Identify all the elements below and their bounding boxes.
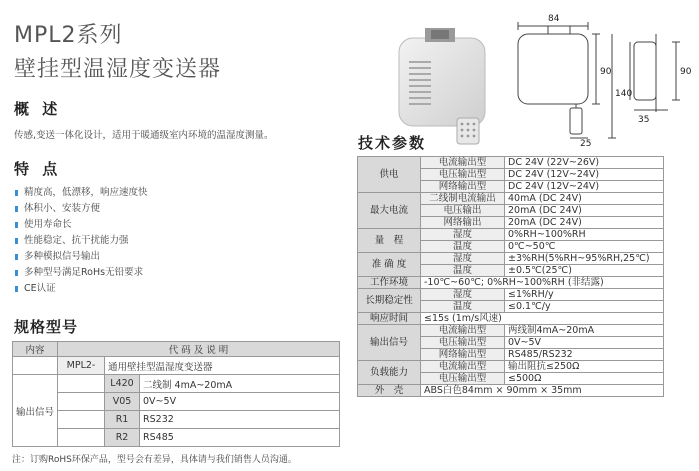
table-row <box>13 375 340 393</box>
model-header-code: 代 码 及 说 明 <box>58 342 340 357</box>
table-row <box>13 429 340 447</box>
model-table <box>12 341 340 447</box>
table-row: 外 壳 ABS白色84mm × 90mm × 35mm <box>358 385 664 397</box>
table-row: 响应时间 ≤15s (1m/s风速) <box>358 313 664 325</box>
spec-output: 输出信号 <box>358 325 421 361</box>
table-row: 温度 ±0.5℃(25℃) <box>358 265 664 277</box>
table-row: 电压输出型 0V~5V <box>358 337 664 349</box>
table-row: 电压输出型 ≤500Ω <box>358 373 664 385</box>
model-desc: RS485 <box>140 429 340 447</box>
spec-load: 负载能力 <box>358 361 421 385</box>
model-code: R2 <box>105 429 140 447</box>
table-row: 量 程 湿度 0%RH~100%RH <box>358 229 664 241</box>
feature-item: 多种模拟信号输出 <box>14 249 148 265</box>
feature-item: 多种型号满足RoHs无铅要求 <box>14 265 148 281</box>
table-row: 网络输出型 DC 24V (12V~24V) <box>358 181 664 193</box>
table-row: 电压输出 20mA (DC 24V) <box>358 205 664 217</box>
spec-env: 工作环境 <box>358 277 421 289</box>
feature-item: CE认证 <box>14 281 148 297</box>
model-base-code: MPL2- <box>58 357 105 375</box>
table-row <box>13 357 340 375</box>
specs-table <box>357 156 664 397</box>
spec-range: 量 程 <box>358 229 421 253</box>
feature-item: 使用寿命长 <box>14 217 148 233</box>
series-title: MPL2系列 <box>14 23 123 48</box>
table-row: 负载能力 电流输出型 输出阻抗≤250Ω <box>358 361 664 373</box>
table-row: 供电 电流输出型 DC 24V (22V~26V) <box>358 157 664 169</box>
table-row <box>13 411 340 429</box>
feature-item: 精度高，低漂移，响应速度快 <box>14 185 148 201</box>
model-desc: RS232 <box>140 411 340 429</box>
overview-heading: 概 述 <box>14 100 62 118</box>
feature-item: 体积小、安装方便 <box>14 201 148 217</box>
spec-housing: 外 壳 <box>358 385 421 397</box>
model-code: R1 <box>105 411 140 429</box>
table-row <box>13 342 340 357</box>
spec-accuracy: 准 确 度 <box>358 253 421 277</box>
table-row: 准 确 度 湿度 ±3%RH(5%RH~95%RH,25℃) <box>358 253 664 265</box>
model-code: V05 <box>105 393 140 411</box>
model-header-content: 内容 <box>13 342 58 357</box>
table-row: 长期稳定性 湿度 ≤1%RH/y <box>358 289 664 301</box>
product-photo <box>395 24 500 149</box>
table-row: 电压输出型 DC 24V (12V~24V) <box>358 169 664 181</box>
dim-84: 84 <box>548 14 560 24</box>
dim-25: 25 <box>580 139 592 149</box>
model-code: L420 <box>105 375 140 393</box>
table-row: 输出信号 电流输出型 两线制4mA~20mA <box>358 325 664 337</box>
table-row: 温度 ≤0.1℃/y <box>358 301 664 313</box>
dimension-drawing <box>508 12 694 150</box>
model-note: 注：订购RoHS环保产品，型号会有差异，具体请与我们销售人员沟通。 <box>12 455 297 465</box>
table-row <box>13 393 340 411</box>
features-list <box>14 185 148 297</box>
table-row: 网络输出 20mA (DC 24V) <box>358 217 664 229</box>
model-desc: 二线制 4mA~20mA <box>140 375 340 393</box>
table-row: 温度 0℃~50℃ <box>358 241 664 253</box>
dim-90-side: 90 <box>680 67 692 77</box>
table-row: 最大电流 二线制电流输出 40mA (DC 24V) <box>358 193 664 205</box>
model-heading: 规格型号 <box>14 318 79 336</box>
spec-power: 供电 <box>358 157 421 193</box>
dim-140: 140 <box>615 89 633 99</box>
feature-item: 性能稳定、抗干扰能力强 <box>14 233 148 249</box>
spec-current: 最大电流 <box>358 193 421 229</box>
features-heading: 特 点 <box>14 160 62 178</box>
product-title: 壁挂型温湿度变送器 <box>14 57 222 82</box>
table-row: 工作环境 -10℃~60℃; 0%RH~100%RH (非结露) <box>358 277 664 289</box>
model-base-desc: 通用壁挂型温湿度变送器 <box>105 357 340 375</box>
overview-text: 传感,变送一体化设计，适用于暖通级室内环境的温湿度测量。 <box>14 130 274 141</box>
spec-stability: 长期稳定性 <box>358 289 421 313</box>
model-signal-label: 输出信号 <box>13 375 58 447</box>
model-desc: 0V~5V <box>140 393 340 411</box>
spec-response: 响应时间 <box>358 313 421 325</box>
specs-heading: 技术参数 <box>358 134 427 152</box>
table-row: 网络输出型 RS485/RS232 <box>358 349 664 361</box>
dim-90-front: 90 <box>600 67 612 77</box>
dim-35: 35 <box>638 115 650 125</box>
